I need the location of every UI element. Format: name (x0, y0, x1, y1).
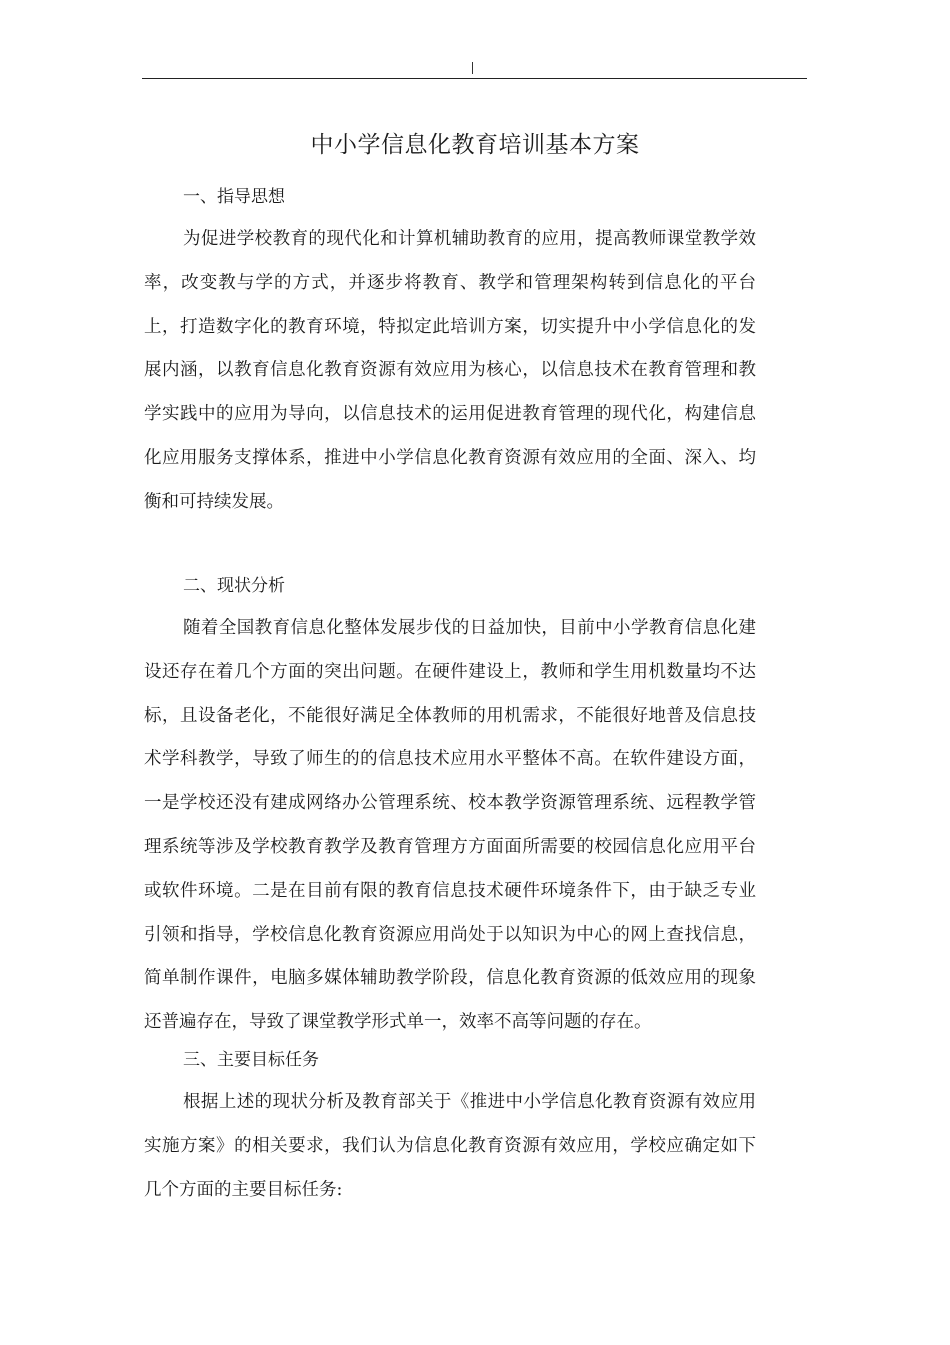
section-heading-guiding-ideology: 一、指导思想 (183, 187, 285, 207)
section-heading-current-analysis: 二、现状分析 (183, 576, 285, 596)
section-body-guiding-ideology: 为促进学校教育的现代化和计算机辅助教育的应用，提高教师课堂教学效率，改变教与学的方式，并逐步将教育、教学和管理架构转到信息化的平台上，打造数字化的教育环境，特拟定此培训方案，切实提升中小学信息化的发展内涵，以教育信息化教育资源有效应用为核心，以信息技术在教育管理和教学实践中的应用为导向，以信息技术的运用促进教育管理的现代化，构建信息化应用服务支撑体系，推进中小学信息化教育资源有效应用的全面、深入、均衡和可持续发展。 (144, 229, 756, 512)
header-rule (142, 78, 807, 79)
section-body-current-analysis: 随着全国教育信息化整体发展步伐的日益加快，目前中小学教育信息化建设还存在着几个方面的突出问题。在硬件建设上，教师和学生用机数量均不达标，且设备老化，不能很好满足全体教师的用机需求，不能很好地普及信息技术学科教学，导致了师生的的信息技术应用水平整体不高。在软件建设方面，一是学校还没有建成网络办公管理系统、校本教学资源管理系统、远程教学管理系统等涉及学校教育教学及教育管理方方面面所需要的校园信息化应用平台或软件环境。二是在目前有限的教育信息技术硬件环境条件下，由于缺乏专业引领和指导，学校信息化教育资源应用尚处于以知识为中心的网上查找信息，简单制作课件，电脑多媒体辅助教学阶段，信息化教育资源的低效应用的现象还普遍存在，导致了课堂教学形式单一，效率不高等问题的存在。 (144, 618, 756, 1033)
section-heading-main-goals: 三、主要目标任务 (183, 1050, 319, 1070)
document-title: 中小学信息化教育培训基本方案 (310, 132, 640, 158)
header-mark (472, 62, 473, 74)
section-body-main-goals: 根据上述的现状分析及教育部关于《推进中小学信息化教育资源有效应用实施方案》的相关要求，我们认为信息化教育资源有效应用，学校应确定如下几个方面的主要目标任务: (144, 1092, 756, 1200)
